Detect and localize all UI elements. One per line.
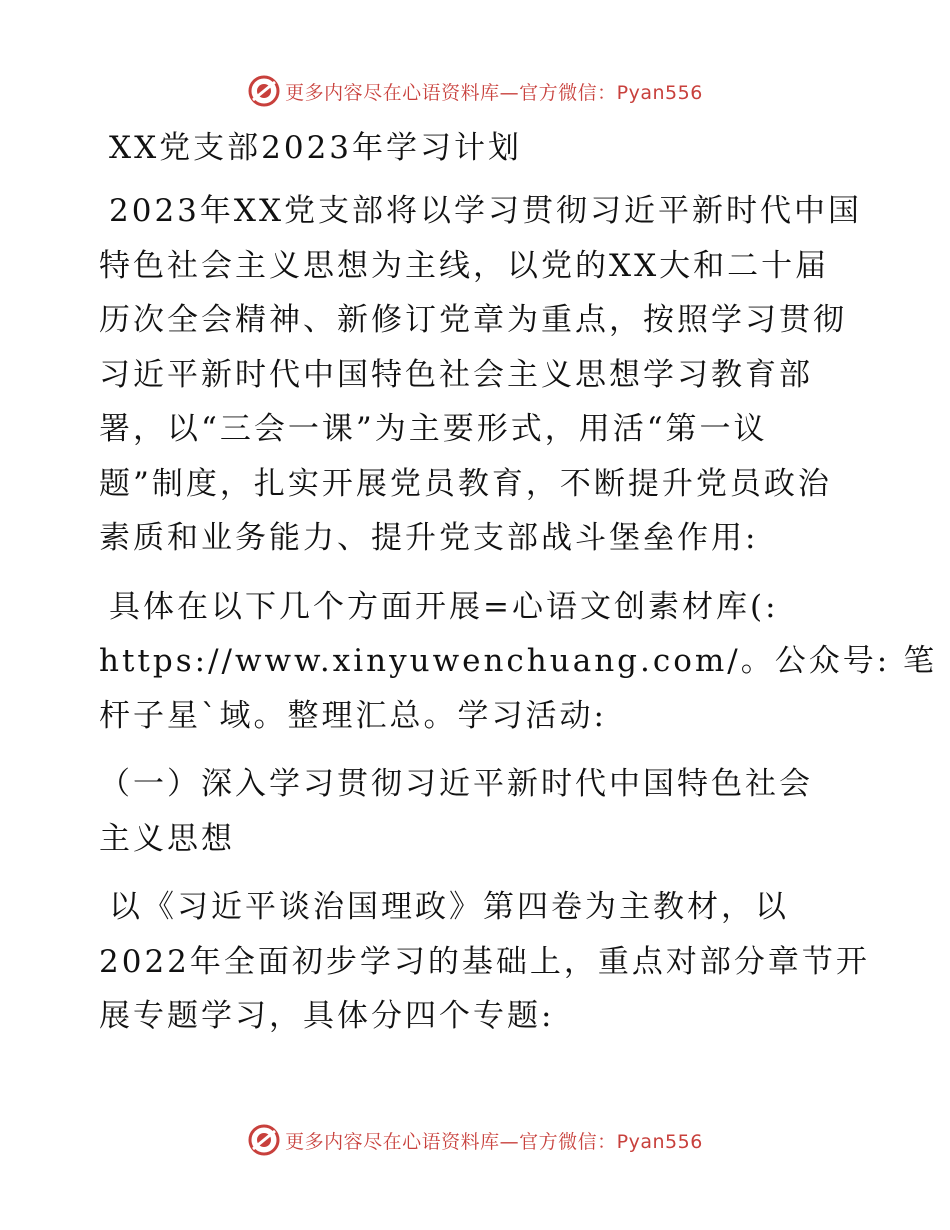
text-line: 以《习近平谈治国理政》第四卷为主教材，以 (109, 889, 789, 925)
text-line: 杆子星`域。整理汇总。学习活动: (99, 697, 607, 734)
text-line: 素质和业务能力、提升党支部战斗堡垒作用: (99, 520, 759, 556)
text-line: （一）深入学习贯彻习近平新时代中国特色社会 (99, 766, 813, 802)
banner-text: 更多内容尽在心语资料库—官方微信：Pyan556 (285, 81, 703, 104)
paragraph (99, 757, 859, 866)
paragraph (99, 580, 938, 744)
paragraph (99, 184, 863, 566)
text-line: 特色社会主义思想为主线，以党的XX大和二十届 (99, 247, 830, 284)
text-line: https://www.xinyuwenchuang.com/。公众号: 笔 (99, 643, 938, 679)
text-line: 展专题学习，具体分四个专题: (99, 998, 555, 1034)
text-line: 历次全会精神、新修订党章为重点，按照学习贯彻 (99, 302, 847, 338)
text-line: 2023年XX党支部将以学习贯彻习近平新时代中国 (109, 193, 863, 229)
footer-banner (0, 1120, 950, 1160)
text-line: 具体在以下几个方面开展=心语文创素材库(: (109, 588, 779, 625)
document-body (99, 122, 938, 1058)
banner-text: 更多内容尽在心语资料库—官方微信：Pyan556 (285, 1130, 703, 1153)
text-line: 署，以“三会一课”为主要形式，用活“第一议 (99, 411, 768, 447)
red-seal-logo-icon (247, 74, 281, 108)
text-line: 习近平新时代中国特色社会主义思想学习教育部 (99, 356, 813, 393)
text-line: 2022年全面初步学习的基础上，重点对部分章节开 (99, 943, 870, 980)
document-title: XX党支部2023年学习计划 (109, 130, 523, 166)
red-seal-logo-icon (247, 1123, 281, 1157)
header-banner (0, 71, 950, 111)
text-line: 主义思想 (99, 820, 235, 857)
paragraph (99, 880, 870, 1044)
text-line: 题”制度，扎实开展党员教育，不断提升党员政治 (99, 465, 832, 502)
